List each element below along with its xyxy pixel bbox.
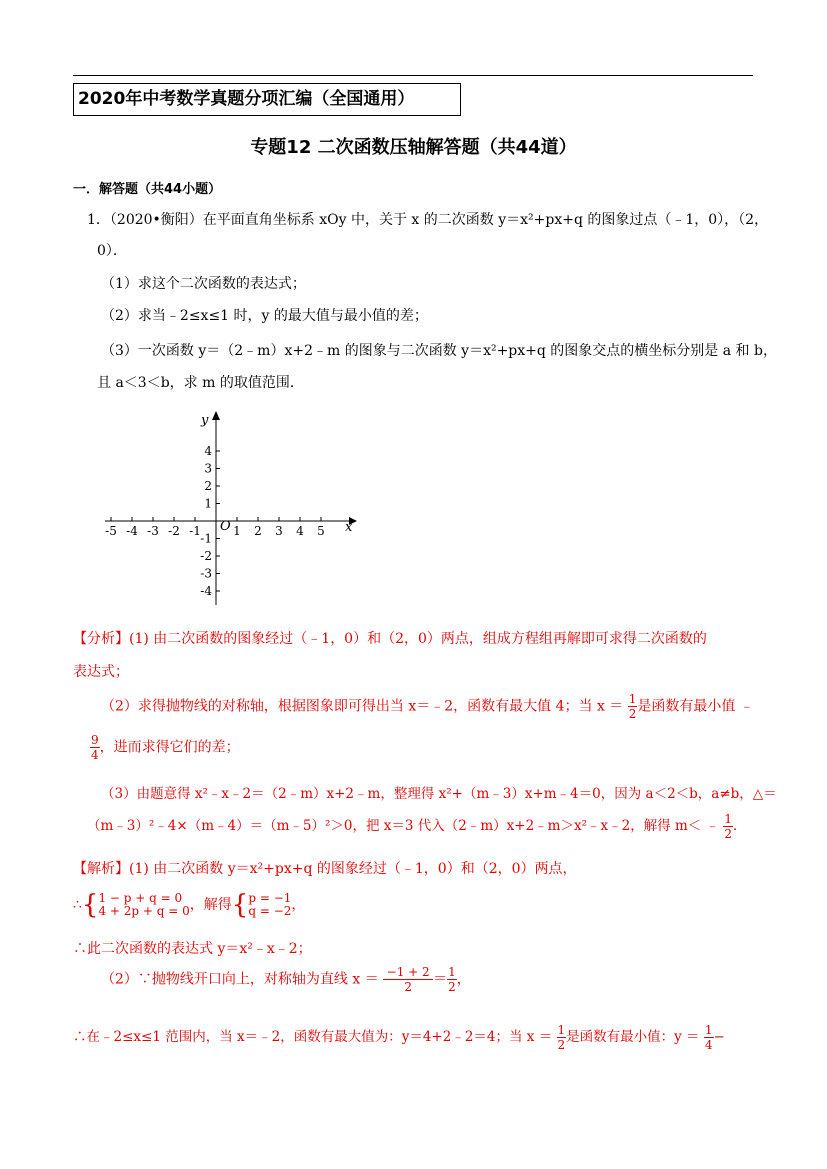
analysis-line-1: 【分析】(1) 由二次函数的图象经过（﹣1，0）和（2，0）两点，组成方程组再解即可求得二次函数的 (73, 631, 707, 647)
y-tick-label: 1 (204, 496, 212, 511)
x-tick-label: -3 (147, 524, 159, 538)
therefore-symbol: ∴ (73, 897, 82, 913)
problem-line-2: 0）． (97, 243, 127, 259)
x-axis-label: x (345, 520, 353, 535)
analysis-line-4 (90, 733, 240, 762)
solution-line-5-text: ∴在﹣2≤x≤1 范围内，当 x＝﹣2，函数有最大值为：y＝4+2﹣2＝4；当 x ＝ (73, 1029, 553, 1045)
y-tick-label: -2 (200, 549, 212, 563)
coordinate-graph (95, 405, 365, 610)
analysis-line-6 (87, 812, 747, 841)
section-heading: 一．解答题（共44小题） (73, 182, 222, 197)
x-tick-label: 4 (296, 524, 304, 538)
fraction-one-half: $\frac{1}{2}$ (628, 692, 637, 721)
analysis-line-3-tail: 是函数有最小值 ﹣ (637, 698, 754, 715)
question-1: （1）求这个二次函数的表达式； (101, 276, 306, 292)
fraction-one-quarter: $\frac{1}{4}$ (704, 1023, 713, 1052)
fraction-nine-fourths: $\frac{9}{4}$ (91, 733, 99, 762)
x-tick-label: 5 (317, 524, 325, 538)
analysis-line-4-text: ，进而求得它们的差； (99, 739, 240, 756)
x-tick-label: 2 (254, 524, 262, 538)
x-ticks (105, 517, 325, 538)
x-tick-label: -5 (105, 524, 117, 538)
solution-line-2: ∴{ 1 − p + q = 0 4 + 2p + q = 0 ，解得{ p = −1 q = −2 ， (73, 890, 306, 920)
y-tick-label: 2 (204, 479, 212, 493)
page-title: 专题12 二次函数压轴解答题（共44道） (250, 137, 577, 158)
x-tick-label: -2 (168, 524, 180, 538)
solve-word: ，解得 (189, 897, 232, 913)
equation-system-2: p = −1 q = −2 (248, 891, 292, 918)
solution-line-4-text: （2）∵抛物线开口向上，对称轴为直线 x ＝ (101, 971, 379, 988)
fraction-one-half-3: $\frac{1}{2}$ (448, 965, 456, 994)
analysis-line-2: 表达式； (73, 664, 129, 680)
y-tick-label: 3 (204, 461, 212, 476)
fraction-axis: $\frac{-1 + 2}{2}$ (383, 965, 433, 994)
y-tick-label: -3 (200, 566, 212, 581)
y-axis-label: y (201, 413, 209, 428)
x-tick-label: 3 (275, 524, 283, 538)
solution-line-5-end: − (713, 1029, 725, 1045)
solution-line-4-eq: ＝ (433, 971, 448, 988)
y-tick-label: -4 (200, 584, 212, 598)
equation-system-1: 1 − p + q = 0 4 + 2p + q = 0 (98, 891, 190, 918)
solution-line-2-end: ， (291, 897, 306, 913)
x-tick-label: -4 (126, 524, 138, 538)
y-axis-arrow (212, 411, 220, 420)
y-tick-label: -1 (200, 531, 212, 546)
solution-line-5-mid: 是函数有最小值：y ＝ (566, 1029, 700, 1045)
solution-line-3: ∴此二次函数的表达式 y＝x²﹣x﹣2； (73, 941, 312, 957)
analysis-line-3 (101, 692, 754, 721)
origin-label: O (220, 519, 231, 534)
y-tick-label: 4 (204, 444, 212, 458)
x-tick-label: -1 (189, 524, 201, 538)
question-3-line-1: （3）一次函数 y＝（2﹣m）x+2﹣m 的图象与二次函数 y＝x²+px+q 的图象交点的横坐标分别是 a 和 b， (101, 343, 777, 359)
analysis-line-6-end: ． (733, 818, 747, 834)
analysis-line-6-text: （m﹣3）²﹣4×（m﹣4）＝（m﹣5）²＞0，把 x＝3 代入（2﹣m）x+2﹣m＞x²﹣x﹣2，解得 m＜ ﹣ (87, 818, 720, 834)
analysis-line-3-text: （2）求得抛物线的对称轴，根据图象即可得出当 x＝﹣2，函数有最大值 4；当 x ＝ (101, 698, 624, 715)
fraction-one-half-2: $\frac{1}{2}$ (724, 812, 733, 841)
header-rule (73, 75, 753, 76)
analysis-line-5: （3）由题意得 x²﹣x﹣2＝（2﹣m）x+2﹣m，整理得 x²+（m﹣3）x+m﹣4＝0，因为 a＜2＜b，a≠b，△＝ (101, 786, 777, 802)
solution-line-1: 【解析】(1) 由二次函数 y＝x²+px+q 的图象经过（﹣1，0）和（2，0）两点， (73, 861, 577, 877)
fraction-one-half-4: $\frac{1}{2}$ (557, 1023, 566, 1052)
question-2: （2）求当﹣2≤x≤1 时，y 的最大值与最小值的差； (101, 308, 428, 324)
solution-line-4 (101, 965, 471, 994)
solution-line-4-end: ， (456, 971, 471, 988)
solution-line-5 (73, 1023, 725, 1052)
x-tick-label: 1 (233, 524, 241, 538)
question-3-line-2: 且 a＜3＜b，求 m 的取值范围． (97, 375, 304, 391)
problem-line-1: 1．（2020•衡阳）在平面直角坐标系 xOy 中，关于 x 的二次函数 y＝x²+px+q 的图象过点（﹣1，0），（2， (87, 212, 769, 228)
series-title: 2020年中考数学真题分项汇编（全国通用） (73, 83, 461, 116)
